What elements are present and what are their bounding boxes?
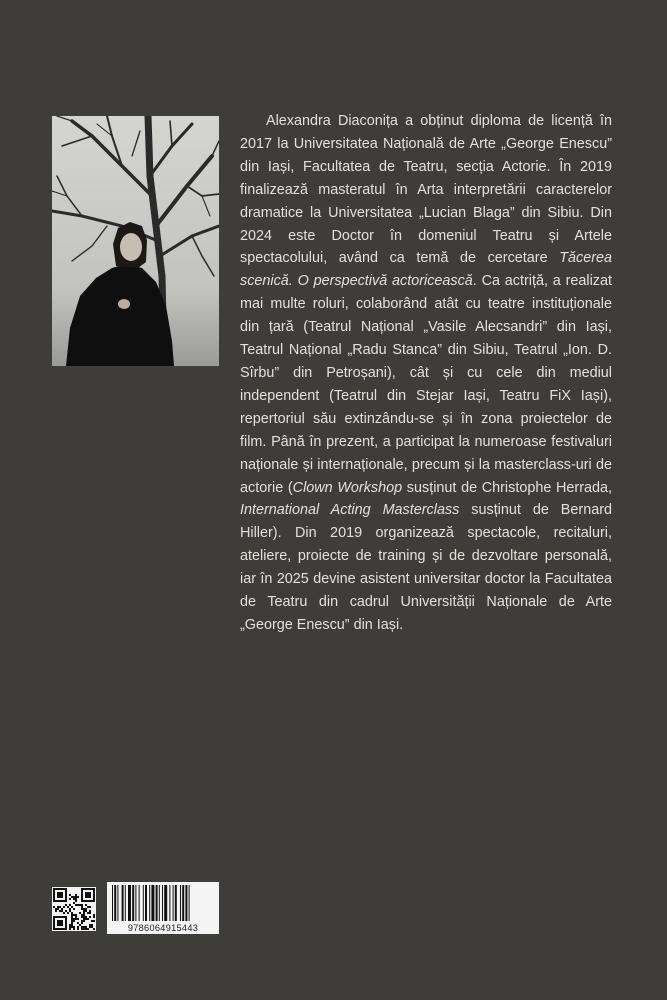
author-biography <box>240 110 612 637</box>
bio-text-3: susținut de Christophe Herrada, <box>402 479 612 496</box>
workshop-title-1: Clown Workshop <box>292 479 403 496</box>
bio-text-1: Alexandra Diaconița a obținut diploma de licență în 2017 la Universitatea Națională de Arte „George Enescu” din Iași, Facultatea de Teatru, secția Actorie. În 2019 finalizează masteratul în Arta interpretării caracterelor dramatice la Universitatea „Lucian Blaga” din Sibiu. Din 2024 este Doctor în domeniul Teatru și Artele spectacolului, având ca temă de cercetare <box>240 113 612 267</box>
qr-code <box>52 887 96 931</box>
bio-text-4: susținut de Bernard Hiller). Din 2019 organizează spectacole, recitaluri, ateliere, proiecte de training și de dezvoltare personală, iar în 2025 devine asistent universitar doctor la Facultatea de Teatru din cadrul Universității Naționale de Arte „George Enescu” din Iași. <box>240 502 612 633</box>
thesis-title: Tăcerea scenică. O perspectivă actoricească <box>240 250 612 290</box>
bio-text-2: . Ca actriță, a realizat mai multe roluri, colaborând atât cu teatre instituționale din țară (Teatrul Național „Vasile Alecsandri” din Iași, Teatrul Național „Radu Stanca” din Sibiu, Teatrul „Ion. D. Sîrbu” din Petroșani), cât și cu cele din mediul independent (Teatrul din Stejar Iași, Teatru FiX Iași), repertoriul său extinzându-se și în zona proiectelor de film. Până în prezent, a participat la numeroase festivaluri naționale și internaționale, precum și la masterclass-uri de actorie ( <box>240 273 613 496</box>
qr-code-icon <box>52 887 96 931</box>
author-portrait-photo <box>52 116 219 366</box>
biography-paragraph <box>240 110 612 637</box>
isbn-barcode <box>107 882 219 934</box>
isbn-barcode-icon <box>110 885 216 921</box>
isbn-number: 9786064915443 <box>127 923 199 933</box>
author-photo <box>52 116 219 366</box>
workshop-title-2: International Acting Masterclass <box>240 502 460 519</box>
